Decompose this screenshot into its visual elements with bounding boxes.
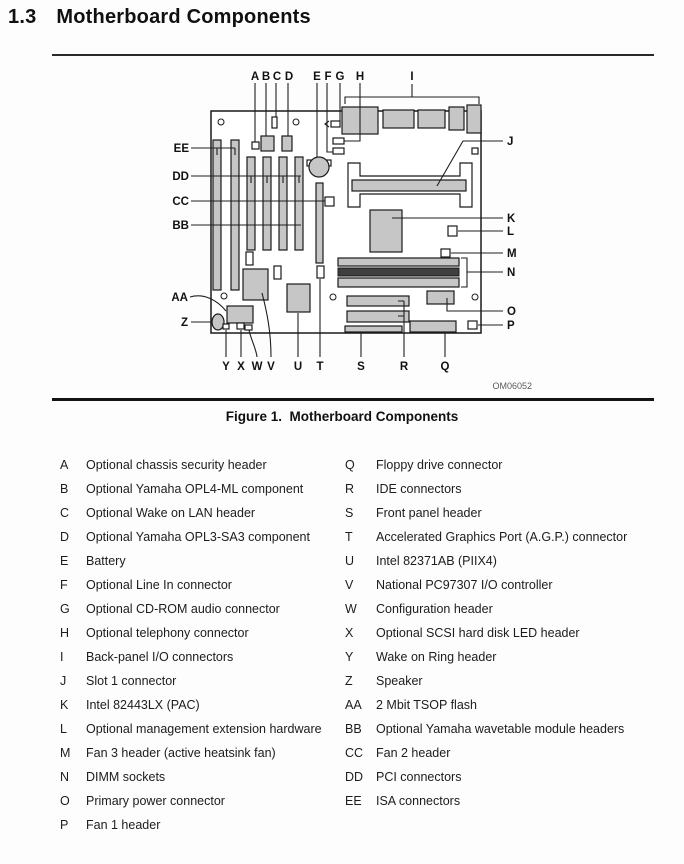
legend-row bbox=[345, 573, 677, 597]
legend-row bbox=[345, 765, 677, 789]
diagram-label-T: T bbox=[316, 361, 324, 373]
legend-label: Floppy drive connector bbox=[376, 458, 503, 472]
legend-key: M bbox=[60, 746, 71, 760]
legend-row bbox=[345, 501, 677, 525]
legend-right-column bbox=[345, 453, 677, 813]
legend-label: Optional telephony connector bbox=[86, 626, 249, 640]
legend-key: CC bbox=[345, 746, 364, 760]
dimm-sockets bbox=[338, 258, 459, 287]
diagram-label-P: P bbox=[507, 320, 515, 332]
legend-row bbox=[60, 693, 342, 717]
legend-label: Primary power connector bbox=[86, 794, 225, 808]
primary-power-connector bbox=[427, 291, 454, 304]
page-title bbox=[8, 6, 311, 29]
legend-label: Fan 2 header bbox=[376, 746, 451, 760]
fan1-header bbox=[468, 321, 477, 329]
legend-row bbox=[345, 525, 677, 549]
legend-key: P bbox=[60, 818, 69, 832]
legend-label: Optional CD-ROM audio connector bbox=[86, 602, 280, 616]
figure-caption: Figure 1. Motherboard Components bbox=[225, 409, 459, 424]
legend-label: Optional SCSI hard disk LED header bbox=[376, 626, 580, 640]
diagram-label-E: E bbox=[313, 71, 321, 83]
wake-on-lan-header bbox=[272, 117, 277, 128]
diagram-label-C: C bbox=[272, 71, 282, 83]
mounting-hole bbox=[472, 294, 478, 300]
legend-row bbox=[60, 741, 342, 765]
legend-label: Configuration header bbox=[376, 602, 493, 616]
top-rule bbox=[52, 54, 654, 56]
fan2-header bbox=[325, 197, 334, 206]
legend-row bbox=[60, 525, 342, 549]
io-controller-chip bbox=[243, 269, 268, 300]
diagram-label-J: J bbox=[507, 136, 514, 148]
piix4-chip bbox=[287, 284, 310, 312]
legend-label: ISA connectors bbox=[376, 794, 461, 808]
diagram-label-K: K bbox=[507, 213, 516, 225]
legend-label: Accelerated Graphics Port (A.G.P.) connector bbox=[376, 530, 628, 544]
legend-label: Optional Yamaha OPL3-SA3 component bbox=[86, 530, 310, 544]
wake-on-ring-header bbox=[223, 324, 229, 329]
legend-key: T bbox=[345, 530, 353, 544]
diagram-label-X: X bbox=[237, 361, 245, 373]
wavetable-header-2 bbox=[274, 266, 281, 279]
diagram-label-I: I bbox=[410, 71, 414, 83]
diagram-label-G: G bbox=[335, 71, 345, 83]
diagram-label-V: V bbox=[267, 361, 275, 373]
legend-label: Battery bbox=[86, 554, 126, 568]
legend-row bbox=[345, 645, 677, 669]
legend-row bbox=[60, 765, 342, 789]
diagram-label-L: L bbox=[507, 226, 515, 238]
legend-row bbox=[60, 453, 342, 477]
legend-label: National PC97307 I/O controller bbox=[376, 578, 553, 592]
diagram-label-CC: CC bbox=[172, 196, 189, 208]
legend-row bbox=[60, 789, 342, 813]
bottom-rule bbox=[52, 398, 654, 401]
legend-label: Speaker bbox=[376, 674, 423, 688]
diagram-label-M: M bbox=[507, 248, 517, 260]
legend-label: Optional Line In connector bbox=[86, 578, 232, 592]
legend-row bbox=[60, 573, 342, 597]
motherboard-diagram bbox=[0, 58, 684, 398]
diagram-label-BB: BB bbox=[172, 220, 189, 232]
legend-row bbox=[60, 645, 342, 669]
battery bbox=[309, 157, 329, 177]
legend-row bbox=[60, 669, 342, 693]
mounting-hole bbox=[218, 119, 224, 125]
legend-key: Z bbox=[345, 674, 353, 688]
legend-key: I bbox=[60, 650, 64, 664]
pac-chip bbox=[370, 210, 402, 252]
legend-label: Optional management extension hardware bbox=[86, 722, 322, 736]
legend-label: Wake on Ring header bbox=[376, 650, 497, 664]
tsop-flash bbox=[227, 306, 253, 323]
legend-key: R bbox=[345, 482, 355, 496]
legend-row bbox=[60, 717, 342, 741]
legend-row bbox=[60, 477, 342, 501]
legend-label: Intel 82443LX (PAC) bbox=[86, 698, 200, 712]
legend-row bbox=[345, 789, 677, 813]
legend-key: Y bbox=[345, 650, 354, 664]
opl3-sa3-chip bbox=[282, 136, 292, 151]
legend-key: N bbox=[60, 770, 70, 784]
configuration-header bbox=[245, 325, 252, 330]
legend-label: DIMM sockets bbox=[86, 770, 166, 784]
legend-key: AA bbox=[345, 698, 362, 712]
legend-key: G bbox=[60, 602, 70, 616]
legend-row bbox=[345, 549, 677, 573]
mounting-hole bbox=[330, 294, 336, 300]
legend-label: Fan 3 header (active heatsink fan) bbox=[86, 746, 276, 760]
legend-key: A bbox=[60, 458, 69, 472]
legend-key: L bbox=[60, 722, 67, 736]
scsi-led-header bbox=[237, 323, 244, 329]
legend-key: D bbox=[60, 530, 70, 544]
legend-row bbox=[345, 741, 677, 765]
cdrom-audio-connector bbox=[331, 121, 340, 127]
diagram-label-EE: EE bbox=[173, 143, 189, 155]
floppy-connector bbox=[410, 321, 456, 332]
legend-key: C bbox=[60, 506, 70, 520]
diagram-label-B: B bbox=[261, 71, 271, 83]
legend-key: DD bbox=[345, 770, 364, 784]
legend-row bbox=[60, 813, 342, 837]
legend-key: V bbox=[345, 578, 354, 592]
board-marker bbox=[472, 148, 478, 154]
legend-label: Optional Wake on LAN header bbox=[86, 506, 256, 520]
legend-key: F bbox=[60, 578, 68, 592]
mounting-hole bbox=[293, 119, 299, 125]
diagram-label-W: W bbox=[251, 361, 263, 373]
legend-row bbox=[345, 477, 677, 501]
diagram-label-Z: Z bbox=[180, 317, 188, 329]
legend-row bbox=[345, 717, 677, 741]
diagram-label-S: S bbox=[357, 361, 365, 373]
telephony-connector bbox=[333, 138, 344, 144]
legend-label: Slot 1 connector bbox=[86, 674, 177, 688]
legend-label: Optional chassis security header bbox=[86, 458, 267, 472]
legend-row bbox=[60, 621, 342, 645]
legend-row bbox=[60, 501, 342, 525]
legend-key: X bbox=[345, 626, 354, 640]
legend-left-column bbox=[60, 453, 342, 837]
legend-key: Q bbox=[345, 458, 355, 472]
legend-key: U bbox=[345, 554, 355, 568]
legend-row bbox=[345, 693, 677, 717]
legend-key: S bbox=[345, 506, 354, 520]
chassis-security-header bbox=[252, 142, 259, 149]
diagram-label-N: N bbox=[507, 267, 516, 279]
section-title: Motherboard Components bbox=[56, 6, 311, 28]
diagram-label-O: O bbox=[507, 306, 516, 318]
legend-label: IDE connectors bbox=[376, 482, 462, 496]
legend-key: W bbox=[345, 602, 357, 616]
diagram-label-D: D bbox=[284, 71, 294, 83]
line-in-connector bbox=[333, 148, 344, 154]
legend-key: B bbox=[60, 482, 69, 496]
legend-label: PCI connectors bbox=[376, 770, 462, 784]
legend-label: Front panel header bbox=[376, 506, 482, 520]
diagram-label-F: F bbox=[324, 71, 332, 83]
speaker bbox=[212, 314, 224, 330]
fan3-header bbox=[441, 249, 450, 257]
diagram-label-U: U bbox=[293, 361, 303, 373]
legend-key: K bbox=[60, 698, 69, 712]
legend-row bbox=[60, 597, 342, 621]
front-panel-header bbox=[345, 326, 402, 332]
diagram-label-AA: AA bbox=[171, 292, 188, 304]
opl4-ml-chip bbox=[261, 136, 274, 151]
legend-key: BB bbox=[345, 722, 362, 736]
legend-label: Optional Yamaha OPL4-ML component bbox=[86, 482, 304, 496]
figure-code: OM06052 bbox=[492, 381, 532, 391]
legend-row bbox=[345, 597, 677, 621]
legend-label: Optional Yamaha wavetable module headers bbox=[376, 722, 625, 736]
wavetable-header-1 bbox=[246, 252, 253, 265]
legend-key: J bbox=[60, 674, 67, 688]
legend-label: Fan 1 header bbox=[86, 818, 161, 832]
diagram-label-DD: DD bbox=[172, 171, 189, 183]
legend-label: Back-panel I/O connectors bbox=[86, 650, 234, 664]
diagram-label-R: R bbox=[399, 361, 409, 373]
legend-key: E bbox=[60, 554, 69, 568]
legend-row bbox=[345, 669, 677, 693]
legend-row bbox=[345, 453, 677, 477]
legend-key: EE bbox=[345, 794, 362, 808]
diagram-label-Q: Q bbox=[440, 361, 450, 373]
diagram-label-Y: Y bbox=[222, 361, 230, 373]
legend-key: O bbox=[60, 794, 70, 808]
mounting-hole bbox=[221, 293, 227, 299]
legend-label: Intel 82371AB (PIIX4) bbox=[376, 554, 497, 568]
legend-row bbox=[60, 549, 342, 573]
diagram-label-H: H bbox=[355, 71, 365, 83]
legend-row bbox=[345, 621, 677, 645]
legend-label: 2 Mbit TSOP flash bbox=[376, 698, 477, 712]
diagram-label-A: A bbox=[250, 71, 260, 83]
management-extension-hw bbox=[448, 226, 457, 236]
legend-key: H bbox=[60, 626, 70, 640]
section-number: 1.3 bbox=[8, 6, 37, 28]
